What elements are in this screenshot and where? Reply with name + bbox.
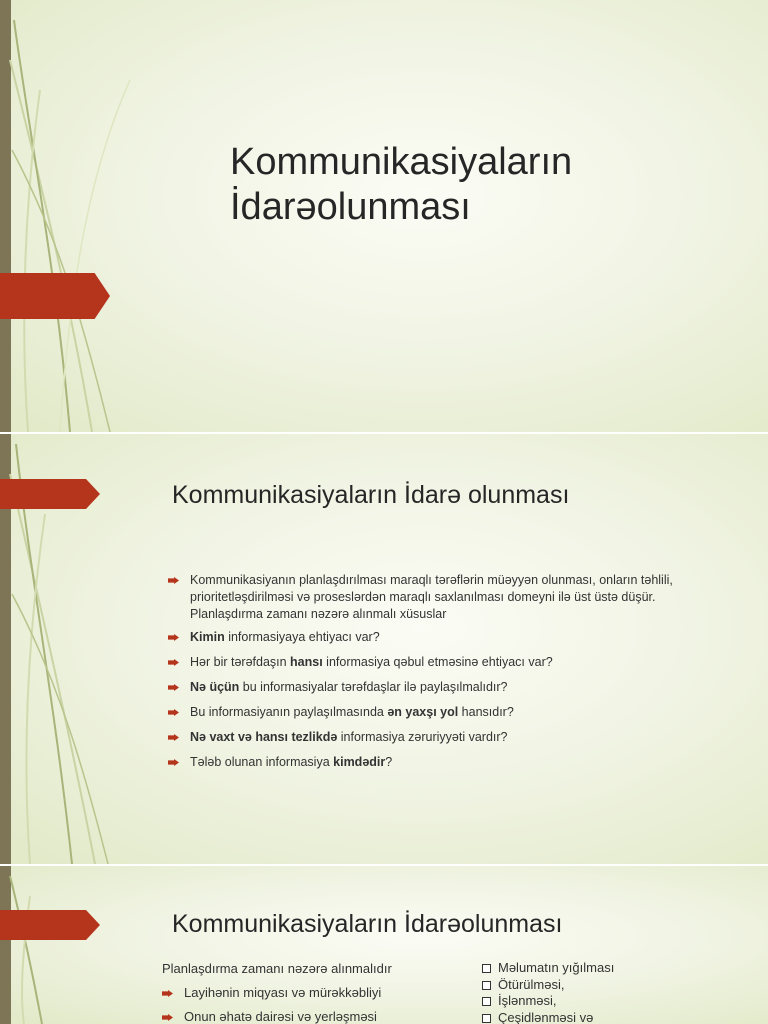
arrow-bullet-icon (162, 990, 173, 997)
accent-tab (0, 479, 100, 509)
slide-1 (0, 0, 768, 432)
list-item-text: Kommunikasiyanın planlaşdırılması maraqlı tərəflərin müəyyən olunması, onların təhlili, prioritetləşdirilməsi və proseslərdən maraqlı saxlanılması domeyni ilə üst üstə düşür. Planlaşdırma zamanı nəzərə alınmalı xüsuslar (190, 573, 673, 621)
square-bullet-icon (482, 997, 491, 1006)
planning-column (162, 960, 462, 1024)
list-item: Layihənin miqyası və mürəkkəbliyi (162, 984, 462, 1002)
list-item: Məlumatın yığılması (482, 960, 742, 977)
planning-intro: Planlaşdırma zamanı nəzərə alınmalıdır (162, 961, 392, 976)
arrow-bullet-icon (168, 577, 179, 584)
list-item (168, 572, 728, 623)
accent-tab (0, 273, 110, 319)
list-item: Tələb olunan informasiya kimdədir? (168, 754, 728, 771)
list-item: İşlənməsi, (482, 993, 742, 1010)
square-bullet-icon (482, 981, 491, 990)
list-item: Kimin informasiyaya ehtiyacı var? (168, 629, 728, 646)
list-item: Nə üçün bu informasiyalar tərəfdaşlar ilə paylaşılmalıdır? (168, 679, 728, 696)
list-item: Nə vaxt və hansı tezlikdə informasiya zəruriyyəti vardır? (168, 729, 728, 746)
slide-title: Kommunikasiyaların İdarə olunması (172, 481, 570, 509)
bullet-list (162, 984, 462, 1024)
square-bullet-icon (482, 1014, 491, 1023)
arrow-bullet-icon (168, 734, 179, 741)
title-line-2: İdarəolunması (230, 186, 471, 228)
arrow-bullet-icon (162, 1014, 173, 1021)
list-item: Onun əhatə dairəsi və yerləşməsi (162, 1008, 462, 1024)
arrow-bullet-icon (168, 634, 179, 641)
arrow-bullet-icon (168, 684, 179, 691)
bullet-list (168, 572, 728, 779)
list-item: Hər bir tərəfdaşın hansı informasiya qəbul etməsinə ehtiyacı var? (168, 654, 728, 671)
list-item: Çeşidlənməsi və (482, 1010, 742, 1024)
list-item: Bu informasiyanın paylaşılmasında ən yaxşı yol hansıdır? (168, 704, 728, 721)
slide-3 (0, 866, 768, 1024)
slide-2 (0, 434, 768, 864)
arrow-bullet-icon (168, 659, 179, 666)
square-bullet-icon (482, 964, 491, 973)
left-bar (0, 866, 11, 1024)
arrow-bullet-icon (168, 709, 179, 716)
left-bar (0, 0, 11, 432)
title-line-1: Kommunikasiyaların (230, 141, 573, 183)
grass-decoration-icon (0, 866, 140, 1024)
slide-title (230, 140, 750, 230)
arrow-bullet-icon (168, 759, 179, 766)
list-item: Ötürülməsi, (482, 977, 742, 994)
grass-decoration-icon (0, 0, 140, 432)
accent-tab (0, 910, 100, 940)
checkbox-list (482, 960, 742, 1024)
slide-title: Kommunikasiyaların İdarəolunması (172, 910, 563, 938)
